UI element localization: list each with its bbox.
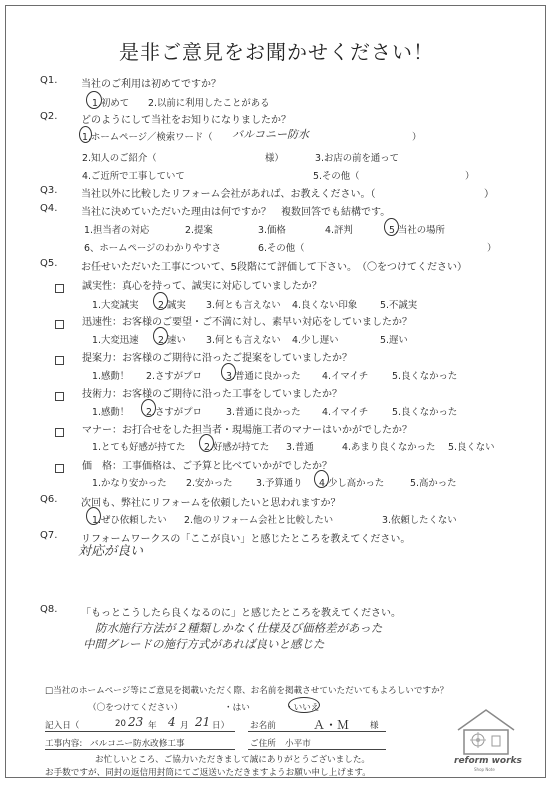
q5-item-option: 4.あまり良くなかった <box>342 442 436 453</box>
q6-number: Q6. <box>40 494 58 505</box>
q1-option-1: 1.初めて <box>92 98 130 109</box>
date-month[interactable]: 4 <box>168 715 176 729</box>
address-underline <box>248 749 386 750</box>
consent-yes[interactable]: ・はい <box>224 703 250 713</box>
consent-no[interactable]: ・いいえ <box>285 703 320 713</box>
q5-item-option: 3.予算通り <box>256 478 303 489</box>
q1-number: Q1. <box>40 75 58 86</box>
consent-question: □当社のホームページ等にご意見を掲載いただく際、お名前を掲載させていただいてもよろしいですか？ <box>45 686 449 696</box>
q5-item-option: 2.速い <box>158 335 186 346</box>
name-label: お名前 <box>250 721 276 731</box>
answer-circle <box>384 218 399 236</box>
date-month-unit: 月 <box>180 721 189 731</box>
q4-option-other-end: ） <box>487 243 497 254</box>
q5-item-option: 2.好感が持てた <box>204 442 270 453</box>
q5-item-option: 1.かなり安かった <box>92 478 167 489</box>
work-value[interactable]: バルコニー防水改修工事 <box>90 739 185 749</box>
q2-option-5-end: ） <box>465 171 475 182</box>
q2-option-1: 1.ホームページ／検索ワード（ <box>82 132 213 143</box>
q6-option-3: 3.依頼したくない <box>382 515 457 526</box>
q8-number: Q8. <box>40 604 58 615</box>
answer-circle <box>288 697 320 713</box>
q1-question: 当社のご利用は初めてですか？ <box>81 79 221 90</box>
page-title: 是非ご意見をお聞かせください！ <box>119 40 434 64</box>
checkbox[interactable] <box>55 356 64 365</box>
q5-item-option: 3.普通 <box>286 442 314 453</box>
q8-handwritten-line-2: 中間グレードの施行方式があれば良いと感じた <box>83 637 325 651</box>
q4-option-4: 4.評判 <box>325 225 353 236</box>
date-label: 記入日（ <box>45 721 80 731</box>
q7-number: Q7. <box>40 530 58 541</box>
q2-option-5: 5.その他（ <box>313 171 360 182</box>
q5-item-option: 5.良くなかった <box>392 407 458 418</box>
answer-circle <box>221 363 236 381</box>
q5-item-option: 4.イマイチ <box>322 407 369 418</box>
q5-item-heading: 迅速性：お客様のご要望・ご不満に対し、素早い対応をしていましたか？ <box>82 317 412 328</box>
q2-option-4: 4.ご近所で工事していて <box>82 171 185 182</box>
q4-question: 当社に決めていただいた理由は何ですか？ 複数回答でも結構です。 <box>81 207 391 218</box>
q5-item-option: 3.何とも言えない <box>206 335 281 346</box>
work-underline <box>45 749 235 750</box>
checkbox[interactable] <box>55 320 64 329</box>
q5-item-option: 2.さすがプロ <box>146 371 202 382</box>
q6-question: 次回も、弊社にリフォームを依頼したいと思われますか？ <box>81 498 341 509</box>
q5-item-option: 5.不誠実 <box>380 300 418 311</box>
answer-circle <box>86 91 102 109</box>
q5-item-heading: 価 格：工事価格は、ご予算と比べていかがでしたか？ <box>82 461 332 472</box>
q5-number: Q5. <box>40 258 58 269</box>
q6-option-2: 2.他のリフォーム会社と比較したい <box>184 515 334 526</box>
answer-circle <box>153 327 168 345</box>
answer-circle <box>199 434 214 452</box>
q5-item-option: 3.何とも言えない <box>206 300 281 311</box>
q7-handwritten-answer: 対応が良い <box>78 544 144 559</box>
q1-option-2: 2.以前に利用したことがある <box>148 98 270 109</box>
house-icon <box>448 706 524 756</box>
q7-question: リフォームワークスの「ここが良い」と感じたところを教えてください。 <box>81 534 411 545</box>
checkbox[interactable] <box>55 464 64 473</box>
logo-subtext: Shop Note <box>474 767 495 772</box>
q2-handwritten-keyword: バルコニー防水 <box>232 128 309 141</box>
date-year-unit: 年 <box>148 721 157 731</box>
q5-item-option: 2.誠実 <box>158 300 186 311</box>
q5-item-option: 3.普通に良かった <box>226 371 301 382</box>
q5-item-heading: 技術力：お客様のご期待に沿った工事をしていましたか？ <box>82 389 342 400</box>
q5-item-heading: 提案力：お客様のご期待に沿ったご提案をしていましたか？ <box>82 353 352 364</box>
q5-item-option: 1.とても好感が持てた <box>92 442 186 453</box>
q5-item-option: 4.イマイチ <box>322 371 369 382</box>
answer-circle <box>141 399 156 417</box>
q5-item-option: 5.高かった <box>410 478 457 489</box>
q5-question: お任せいただいた工事について、5段階にて評価して下さい。 （〇をつけてください） <box>81 262 467 273</box>
q2-option-2-end: 様） <box>265 153 284 164</box>
q5-item-option: 5.良くなかった <box>392 371 458 382</box>
q4-option-other: 6.その他（ <box>258 243 305 254</box>
q4-option-2: 2.提案 <box>185 225 213 236</box>
q5-item-option: 2.安かった <box>186 478 233 489</box>
q4-option-5: 5.当社の場所 <box>389 225 445 236</box>
date-year[interactable]: 23 <box>128 715 144 729</box>
thanks-line-2: お手数ですが、同封の返信用封筒にてご返送いただきますようお願い申し上げます。 <box>45 768 371 778</box>
date-day[interactable]: 21 <box>195 715 211 729</box>
q3-number: Q3. <box>40 185 58 196</box>
q4-option-3: 3.価格 <box>258 225 286 236</box>
q2-number: Q2. <box>40 111 58 122</box>
answer-circle <box>79 126 92 143</box>
checkbox[interactable] <box>55 428 64 437</box>
consent-instruction: （〇をつけてください） <box>88 703 183 713</box>
name-underline <box>248 731 386 732</box>
q4-option-1: 1.担当者の対応 <box>84 225 150 236</box>
checkbox[interactable] <box>55 284 64 293</box>
q3-paren-close: ） <box>484 189 494 200</box>
answer-circle <box>153 292 168 310</box>
q2-paren-close: ） <box>412 132 422 143</box>
answer-circle <box>86 507 101 525</box>
q5-item-option: 5.良くない <box>448 442 495 453</box>
q5-item-option: 2.さすがプロ <box>146 407 202 418</box>
date-underline <box>45 731 235 732</box>
checkbox[interactable] <box>55 392 64 401</box>
q5-item-option: 1.大変迅速 <box>92 335 139 346</box>
name-honorific: 様 <box>370 721 379 731</box>
q5-item-heading: 誠実性：真心を持って、誠実に対応していましたか？ <box>82 281 322 292</box>
logo-text: reform works <box>454 756 522 766</box>
q5-item-heading: マナー：お打合せをした担当者・現場施工者のマナーはいかがでしたか？ <box>82 425 412 436</box>
q4-number: Q4. <box>40 203 58 214</box>
address-value[interactable]: 小平市 <box>285 739 311 749</box>
q3-question: 当社以外に比較したリフォーム会社があれば、お教えください。（ <box>81 189 376 200</box>
q5-item-option: 4.少し高かった <box>319 478 385 489</box>
date-day-unit: 日） <box>212 721 230 731</box>
name-value[interactable]: Ａ・Ｍ <box>313 718 350 732</box>
q5-item-option: 5.遅い <box>380 335 408 346</box>
q4-option-6: 6、ホームページのわかりやすさ <box>84 243 222 254</box>
q2-option-2: 2.知人のご紹介（ <box>82 153 157 164</box>
q5-item-option: 3.普通に良かった <box>226 407 301 418</box>
q5-item-option: 1.感動！ <box>92 407 130 418</box>
q6-option-1: 1.ぜひ依頼したい <box>92 515 167 526</box>
q8-handwritten-line-1: 防水施行方法が２種類しかなく仕様及び価格差があった <box>95 621 383 635</box>
answer-circle <box>314 470 329 488</box>
q8-question: 「もっとこうしたら良くなるのに」と感じたところを教えてください。 <box>81 608 401 619</box>
work-label: 工事内容: <box>45 739 83 749</box>
q5-item-option: 4.少し遅い <box>292 335 339 346</box>
reform-works-logo <box>448 706 524 772</box>
q5-item-option: 1.大変誠実 <box>92 300 139 311</box>
q2-option-3: 3.お店の前を通って <box>315 153 399 164</box>
q5-item-option: 4.良くない印象 <box>292 300 358 311</box>
date-era: 20 <box>115 719 126 729</box>
q5-item-option: 1.感動！ <box>92 371 130 382</box>
address-label: ご住所 <box>250 739 276 749</box>
thanks-line-1: お忙しいところ、ご協力いただきまして誠にありがとうございました。 <box>95 755 371 765</box>
q2-question: どのようにして当社をお知りになりましたか？ <box>81 115 291 126</box>
